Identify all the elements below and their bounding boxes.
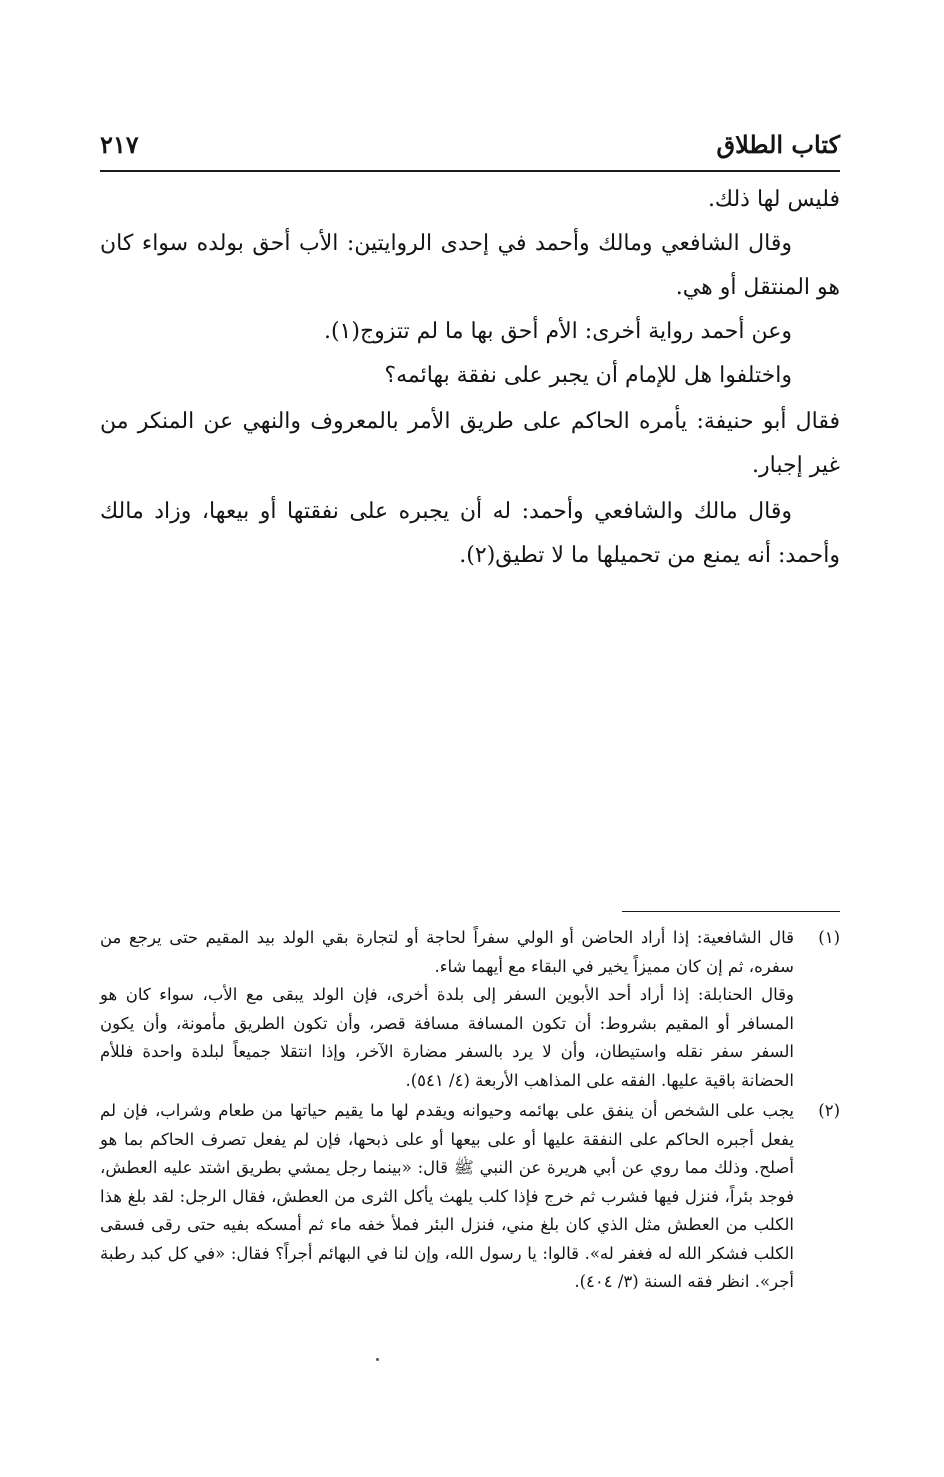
footnote-text: يجب على الشخص أن ينفق على بهائمه وحيوانه ويقدم لها ما يقيم حياتها من طعام وشراب، فإن لم يفعل أجبره الحاكم على النفقة عليها أو على بيعها أو على ذبحها، فإن لم يفعل تصرف الحاكم بما هو أصلح. وذلك مما روي عن أبي هريرة عن النبي ﷺ قال: «بينما رجل يمشي بطريق اشتد عليه العطش، فوجد بئراً، فنزل فيها فشرب ثم خرج فإذا كلب يلهث يأكل الثرى من العطش، فقال الرجل: لقد بلغ هذا الكلب من العطش مثل الذي كان بلغ مني، فنزل البئر فملأ خفه ماء ثم أمسكه بفيه حتى رقى فسقى الكلب فشكر الله له فغفر له». قالوا: يا رسول الله، وإن لنا في البهائم أجراً؟ فقال: «في كل كبد رطبة أجر». انظر فقه السنة (٣/ ٤٠٤).: [100, 1101, 794, 1291]
page-number: ٢١٧: [100, 130, 139, 159]
header-rule: [100, 170, 840, 172]
footnote-2: [100, 1097, 840, 1297]
paragraph-2: وقال الشافعي ومالك وأحمد في إحدى الروايتين: الأب أحق بولده سواء كان هو المنتقل أو هي.: [100, 231, 840, 300]
footnote-text: وقال الحنابلة: إذا أراد أحد الأبوين السفر إلى بلدة أخرى، فإن الولد يبقى مع الأب، سواء كان هو المسافر أو المقيم بشروط: أن تكون المسافة مسافة قصر، وأن تكون الطريق مأمونة، وأن يكون السفر سفر نقله واستيطان، وأن لا يرد بالسفر مضارة الآخر، وإذا انتقلا جميعاً لبلدة واحدة فللأم الحضانة باقية عليها. الفقه على المذاهب الأربعة (٤/ ٥٤١).: [100, 985, 794, 1090]
footnotes: [100, 924, 840, 1299]
paragraph-4: واختلفوا هل للإمام أن يجبر على نفقة بهائمه؟: [384, 363, 792, 388]
footnote-body: [100, 1097, 794, 1297]
footnote-number: (٢): [818, 1101, 840, 1120]
footnote-1: [100, 924, 840, 1095]
paragraph-6: وقال مالك والشافعي وأحمد: له أن يجبره على نفقتها أو بيعها، وزاد مالك وأحمد: أنه يمنع من تحميلها ما لا تطيق(٢).: [100, 499, 840, 568]
footnote-body: [100, 924, 794, 1095]
paragraph-1: فليس لها ذلك.: [707, 187, 840, 212]
footnote-number: (١): [818, 928, 840, 947]
footnote-rule: [622, 911, 840, 912]
main-text: [100, 178, 840, 578]
print-speck: [376, 1358, 379, 1361]
paragraph-5: فقال أبو حنيفة: يأمره الحاكم على طريق الأمر بالمعروف والنهي عن المنكر من غير إجبار.: [100, 409, 840, 478]
page-header: [100, 128, 840, 164]
paragraph-3: وعن أحمد رواية أخرى: الأم أحق بها ما لم تتزوج(١).: [323, 319, 792, 344]
footnote-text: قال الشافعية: إذا أراد الحاضن أو الولي سفراً لحاجة أو لتجارة بقي الولد بيد المقيم حتى يرجع من سفره، ثم إن كان مميزاً يخير في البقاء مع أيهما شاء.: [100, 928, 794, 976]
running-title: كتاب الطلاق: [716, 130, 840, 159]
